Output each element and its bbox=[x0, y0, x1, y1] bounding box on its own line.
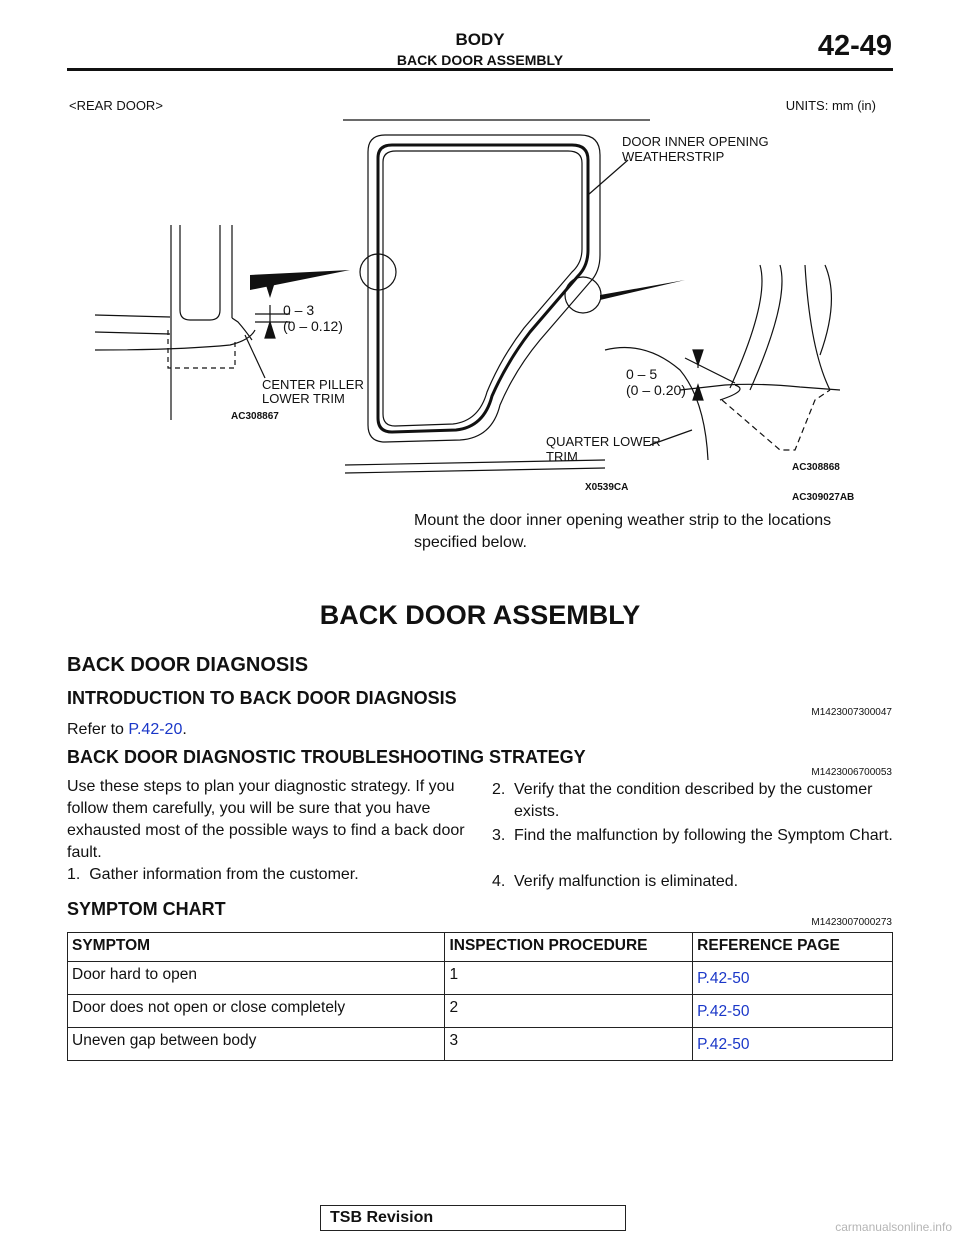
intro-prefix: Refer to bbox=[67, 721, 129, 738]
dim-right-inches: (0 – 0.20) bbox=[626, 382, 686, 398]
figure-label-rear-door: <REAR DOOR> bbox=[69, 98, 163, 113]
step-text-2: Verify that the condition described by the customer exists. bbox=[514, 781, 873, 820]
quarter-dashed bbox=[722, 390, 830, 450]
header-rule bbox=[67, 68, 893, 71]
step-number-4: 4. bbox=[492, 873, 506, 890]
col-header-reference: REFERENCE PAGE bbox=[693, 933, 893, 962]
step-text-3: Find the malfunction by following the Symptom Chart. bbox=[514, 827, 893, 844]
table-row bbox=[68, 995, 893, 1028]
pointer-arrow-right bbox=[600, 280, 685, 300]
quarter-detail bbox=[730, 265, 762, 388]
rear-door-diagram bbox=[60, 100, 900, 510]
col-header-procedure: INSPECTION PROCEDURE bbox=[445, 933, 693, 962]
dim-right bbox=[685, 350, 735, 383]
weatherstrip-outline bbox=[378, 145, 588, 432]
cell-symptom: Door hard to open bbox=[68, 962, 445, 995]
callout-quarter-2: TRIM bbox=[546, 449, 578, 464]
pillar-leader bbox=[245, 335, 265, 378]
callout-quarter-1: QUARTER LOWER bbox=[546, 434, 661, 449]
cell-symptom: Uneven gap between body bbox=[68, 1028, 445, 1061]
header-subsection: BACK DOOR ASSEMBLY bbox=[396, 52, 564, 68]
cell-procedure: 1 bbox=[445, 962, 693, 995]
cell-reference bbox=[693, 1028, 893, 1061]
figure-code-left: AC308867 bbox=[231, 411, 279, 422]
col-header-symptom: SYMPTOM bbox=[68, 933, 445, 962]
step-number: 1. bbox=[67, 866, 81, 883]
header-section: BODY bbox=[455, 30, 505, 49]
intro-suffix: . bbox=[182, 721, 187, 738]
weatherstrip-leader bbox=[588, 160, 628, 195]
cell-reference bbox=[693, 995, 893, 1028]
door-outer-outline bbox=[368, 135, 600, 442]
figure-caption: Mount the door inner opening weather strip to the locations specified below. bbox=[414, 512, 832, 551]
intro-heading: INTRODUCTION TO BACK DOOR DIAGNOSIS bbox=[67, 688, 457, 708]
table-row bbox=[68, 962, 893, 995]
cell-symptom: Door does not open or close completely bbox=[68, 995, 445, 1028]
watermark: carmanualsonline.info bbox=[835, 1220, 952, 1234]
figure-code-center: X0539CA bbox=[585, 482, 629, 493]
dim-left-inches: (0 – 0.12) bbox=[283, 318, 343, 334]
strategy-code: M1423006700053 bbox=[811, 767, 892, 778]
callout-pillar-1: CENTER PILLER bbox=[262, 377, 364, 392]
detail-circle-right bbox=[565, 277, 601, 313]
cell-procedure: 3 bbox=[445, 1028, 693, 1061]
pointer-arrow-left bbox=[250, 270, 350, 290]
dim-right-value: 0 – 5 bbox=[626, 366, 658, 382]
symptom-chart-heading: SYMPTOM CHART bbox=[67, 899, 226, 919]
reference-link[interactable]: P.42-50 bbox=[697, 970, 750, 987]
callout-pillar-2: LOWER TRIM bbox=[262, 391, 345, 406]
strategy-step-1 bbox=[67, 864, 359, 886]
callout-weatherstrip-2: WEATHERSTRIP bbox=[622, 149, 725, 164]
step-text: Gather information from the customer. bbox=[89, 866, 359, 883]
callout-weatherstrip-1: DOOR INNER OPENING bbox=[622, 134, 769, 149]
center-pillar-detail bbox=[171, 225, 232, 420]
reference-link[interactable]: P.42-50 bbox=[697, 1036, 750, 1053]
step-text-4: Verify malfunction is eliminated. bbox=[514, 873, 739, 890]
intro-code: M1423007300047 bbox=[811, 707, 892, 718]
intro-link[interactable]: P.42-20 bbox=[128, 721, 183, 738]
dim-left-value: 0 – 3 bbox=[283, 302, 315, 318]
step-number-2: 2. bbox=[492, 781, 506, 798]
page-title: BACK DOOR ASSEMBLY bbox=[319, 600, 641, 630]
table-row bbox=[68, 1028, 893, 1061]
cell-procedure: 2 bbox=[445, 995, 693, 1028]
page-number: 42-49 bbox=[817, 30, 892, 62]
figure-label-units: UNITS: mm (in) bbox=[785, 98, 876, 113]
table-header-row bbox=[68, 933, 893, 962]
strategy-heading: BACK DOOR DIAGNOSTIC TROUBLESHOOTING STRATEGY bbox=[67, 747, 586, 767]
reference-link[interactable]: P.42-50 bbox=[697, 1003, 750, 1020]
figure-code-right: AC308868 bbox=[792, 462, 840, 473]
step-number-3: 3. bbox=[492, 827, 506, 844]
intro-text bbox=[67, 719, 187, 741]
diagnosis-heading: BACK DOOR DIAGNOSIS bbox=[67, 654, 309, 676]
symptom-chart-code: M1423007000273 bbox=[811, 917, 892, 928]
footer-label: TSB Revision bbox=[330, 1209, 434, 1226]
symptom-table bbox=[67, 932, 893, 1061]
cell-reference bbox=[693, 962, 893, 995]
strategy-paragraph: Use these steps to plan your diagnostic strategy. If you follow them carefully, you will be sure that you have exhausted most of the possible ways to find a back door fault. bbox=[67, 778, 465, 861]
figure-code-overall: AC309027AB bbox=[792, 492, 855, 503]
